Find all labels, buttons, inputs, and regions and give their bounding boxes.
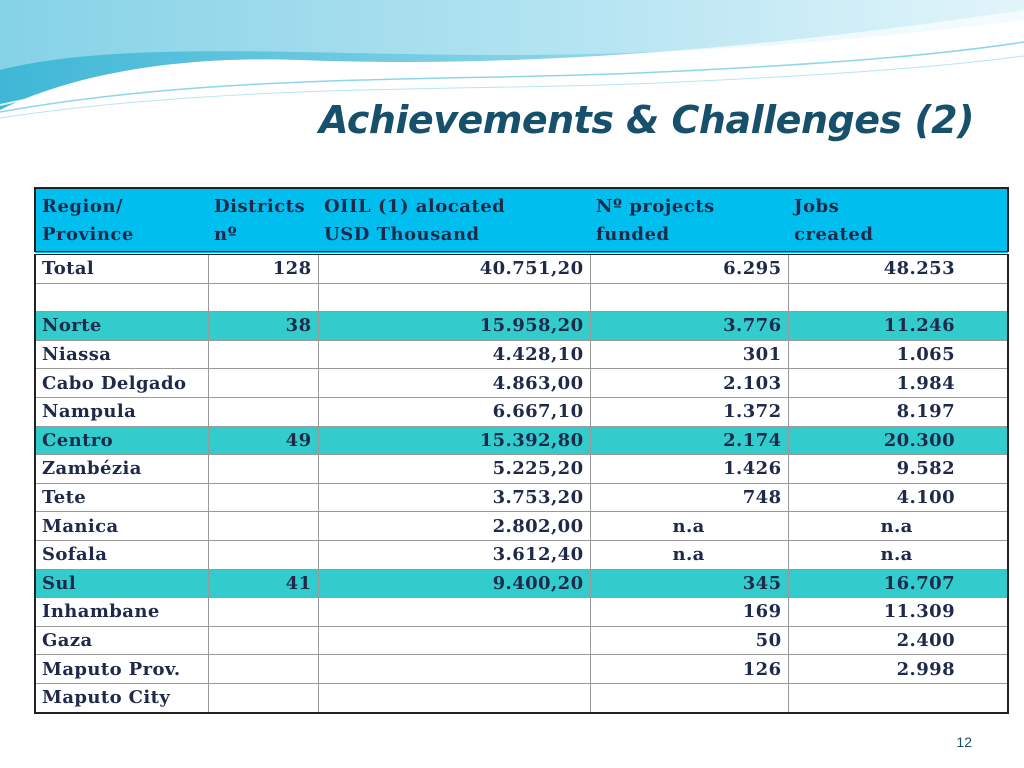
cell-districts <box>208 397 318 426</box>
cell-districts <box>208 655 318 684</box>
cell-oiil: 6.667,10 <box>318 397 590 426</box>
cell-jobs <box>788 540 1008 569</box>
cell-districts: 38 <box>208 312 318 341</box>
table-row <box>35 397 1008 426</box>
cell-projects: 301 <box>590 340 788 369</box>
cell-jobs: 4.100 <box>788 483 1008 512</box>
cell-projects: 50 <box>590 626 788 655</box>
table-body <box>35 253 1008 713</box>
cell-name: Maputo City <box>35 683 208 712</box>
cell-jobs: 1.065 <box>788 340 1008 369</box>
cell-name: Sofala <box>35 540 208 569</box>
cell-oiil <box>318 598 590 627</box>
table-row-region <box>35 569 1008 598</box>
cell-projects: 3.776 <box>590 312 788 341</box>
cell-jobs <box>788 283 1008 312</box>
cell-districts <box>208 512 318 541</box>
cell-name: Nampula <box>35 397 208 426</box>
header-projects-funded: Nº projects funded <box>590 188 788 253</box>
cell-projects <box>590 683 788 712</box>
cell-oiil: 4.428,10 <box>318 340 590 369</box>
cell-districts <box>208 598 318 627</box>
slide-title: Achievements & Challenges (2) <box>319 98 974 142</box>
table-row <box>35 626 1008 655</box>
cell-oiil: 15.392,80 <box>318 426 590 455</box>
not-available-value: n.a <box>672 515 705 537</box>
header-region-province: Region/ Province <box>35 188 208 253</box>
table-row <box>35 283 1008 312</box>
header-jobs-created: Jobs created <box>788 188 1008 253</box>
cell-districts <box>208 683 318 712</box>
cell-oiil: 2.802,00 <box>318 512 590 541</box>
cell-districts: 49 <box>208 426 318 455</box>
header-districts: Districts nº <box>208 188 318 253</box>
cell-projects: 748 <box>590 483 788 512</box>
cell-districts: 41 <box>208 569 318 598</box>
cell-name: Manica <box>35 512 208 541</box>
cell-projects <box>590 283 788 312</box>
cell-name: Inhambane <box>35 598 208 627</box>
cell-projects: 169 <box>590 598 788 627</box>
cell-projects <box>590 512 788 541</box>
cell-jobs: 9.582 <box>788 455 1008 484</box>
table-row <box>35 483 1008 512</box>
cell-oiil: 9.400,20 <box>318 569 590 598</box>
table-row <box>35 598 1008 627</box>
cell-oiil: 4.863,00 <box>318 369 590 398</box>
cell-oiil: 5.225,20 <box>318 455 590 484</box>
cell-districts <box>208 369 318 398</box>
cell-districts <box>208 540 318 569</box>
table-row <box>35 655 1008 684</box>
cell-projects: 6.295 <box>590 253 788 283</box>
cell-oiil: 3.753,20 <box>318 483 590 512</box>
cell-name: Total <box>35 253 208 283</box>
cell-name: Norte <box>35 312 208 341</box>
cell-districts: 128 <box>208 253 318 283</box>
table-row <box>35 369 1008 398</box>
cell-districts <box>208 340 318 369</box>
cell-jobs <box>788 512 1008 541</box>
cell-oiil <box>318 626 590 655</box>
page-number: 12 <box>956 734 972 750</box>
cell-oiil: 40.751,20 <box>318 253 590 283</box>
cell-name <box>35 283 208 312</box>
table-row <box>35 455 1008 484</box>
cell-jobs: 11.246 <box>788 312 1008 341</box>
table-row <box>35 340 1008 369</box>
cell-districts <box>208 626 318 655</box>
table-row-region <box>35 312 1008 341</box>
cell-districts <box>208 455 318 484</box>
cell-oiil <box>318 683 590 712</box>
cell-name: Sul <box>35 569 208 598</box>
cell-name: Maputo Prov. <box>35 655 208 684</box>
cell-name: Tete <box>35 483 208 512</box>
cell-projects: 2.174 <box>590 426 788 455</box>
cell-jobs: 16.707 <box>788 569 1008 598</box>
cell-projects: 2.103 <box>590 369 788 398</box>
cell-oiil <box>318 655 590 684</box>
cell-jobs: 2.998 <box>788 655 1008 684</box>
cell-name: Centro <box>35 426 208 455</box>
data-table-container <box>34 187 1007 714</box>
cell-jobs <box>788 683 1008 712</box>
table-header-row <box>35 188 1008 253</box>
cell-oiil: 15.958,20 <box>318 312 590 341</box>
not-available-value: n.a <box>880 515 913 537</box>
cell-oiil <box>318 283 590 312</box>
not-available-value: n.a <box>880 544 913 566</box>
cell-projects: 345 <box>590 569 788 598</box>
header-oiil-allocated: OIIL (1) alocated USD Thousand <box>318 188 590 253</box>
not-available-value: n.a <box>672 544 705 566</box>
cell-projects: 126 <box>590 655 788 684</box>
cell-name: Cabo Delgado <box>35 369 208 398</box>
cell-projects <box>590 540 788 569</box>
table-row <box>35 540 1008 569</box>
cell-jobs: 2.400 <box>788 626 1008 655</box>
cell-jobs: 20.300 <box>788 426 1008 455</box>
table-row <box>35 683 1008 712</box>
table-row-total <box>35 253 1008 283</box>
table-row-region <box>35 426 1008 455</box>
cell-jobs: 1.984 <box>788 369 1008 398</box>
cell-jobs: 8.197 <box>788 397 1008 426</box>
cell-districts <box>208 483 318 512</box>
cell-name: Niassa <box>35 340 208 369</box>
cell-name: Zambézia <box>35 455 208 484</box>
data-table <box>34 187 1009 714</box>
table-row <box>35 512 1008 541</box>
cell-jobs: 11.309 <box>788 598 1008 627</box>
cell-jobs: 48.253 <box>788 253 1008 283</box>
cell-projects: 1.372 <box>590 397 788 426</box>
cell-districts <box>208 283 318 312</box>
cell-projects: 1.426 <box>590 455 788 484</box>
cell-oiil: 3.612,40 <box>318 540 590 569</box>
cell-name: Gaza <box>35 626 208 655</box>
